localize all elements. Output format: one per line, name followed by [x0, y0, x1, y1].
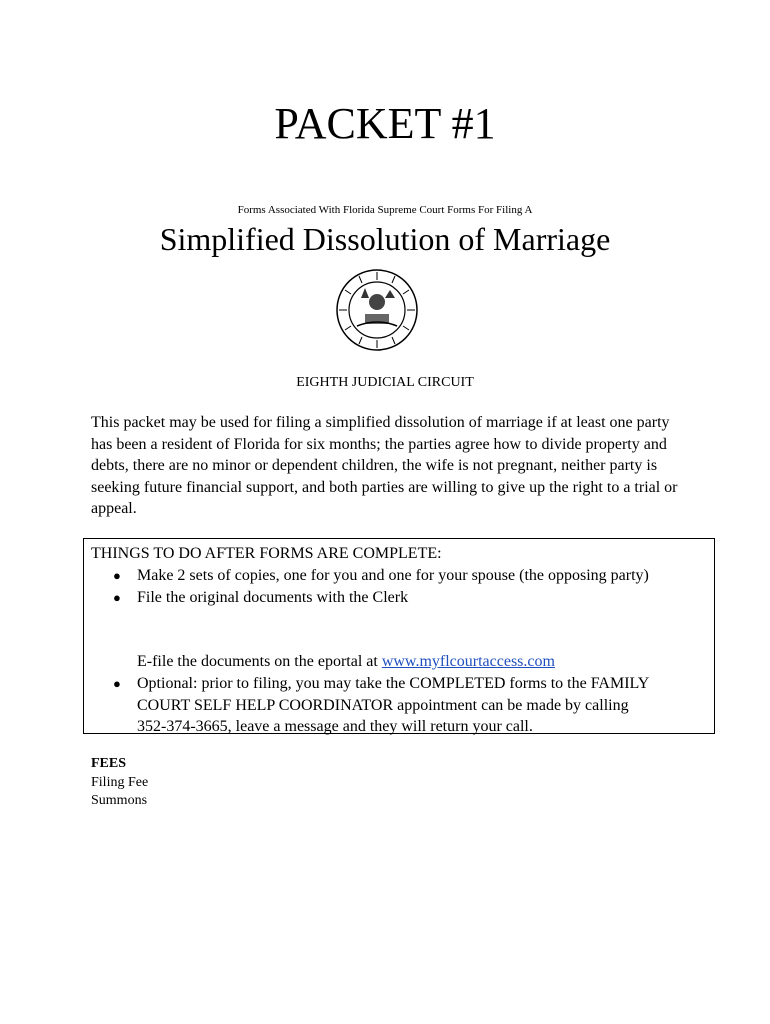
todo-title: THINGS TO DO AFTER FORMS ARE COMPLETE:: [91, 545, 442, 562]
packet-title: PACKET #1: [274, 99, 496, 148]
circuit-name: EIGHTH JUDICIAL CIRCUIT: [296, 375, 474, 390]
packet-subtitle: Forms Associated With Florida Supreme Court Forms For Filing A: [237, 204, 533, 216]
bullet-icon: ●: [113, 590, 121, 605]
fees-title: FEES: [91, 756, 127, 771]
todo-item-optional-line1: Optional: prior to filing, you may take the COMPLETED forms to the FAMILY: [137, 675, 650, 692]
packet-heading: Simplified Dissolution of Marriage: [159, 221, 611, 257]
todo-item-copies: Make 2 sets of copies, one for you and one for your spouse (the opposing party): [137, 567, 649, 584]
todo-item-optional-line3: 352-374-3665, leave a message and they will return your call.: [137, 718, 533, 735]
florida-state-seal-icon: [335, 268, 419, 352]
todo-item-efile: [137, 651, 707, 673]
intro-paragraph: This packet may be used for filing a simplified dissolution of marriage if at least one party has been a resident of Florida for six months; the parties agree how to divide property and debts, there are no minor or dependent children, the wife is not pregnant, neither party is seeking future financial support, and both parties are willing to give up the right to a trial or appeal.: [91, 414, 678, 517]
todo-box: [83, 538, 715, 734]
todo-item-file: File the original documents with the Clerk: [137, 589, 409, 606]
fee-item-summons: Summons: [91, 793, 148, 808]
bullet-icon: ●: [113, 568, 121, 583]
bullet-icon: ●: [113, 676, 121, 691]
efile-text: E-file the documents on the eportal at: [137, 653, 382, 670]
eportal-link[interactable]: www.myflcourtaccess.com: [381, 653, 555, 670]
todo-item-optional-line2: COURT SELF HELP COORDINATOR appointment can be made by calling: [137, 697, 629, 714]
fee-item-filing: Filing Fee: [91, 775, 149, 790]
